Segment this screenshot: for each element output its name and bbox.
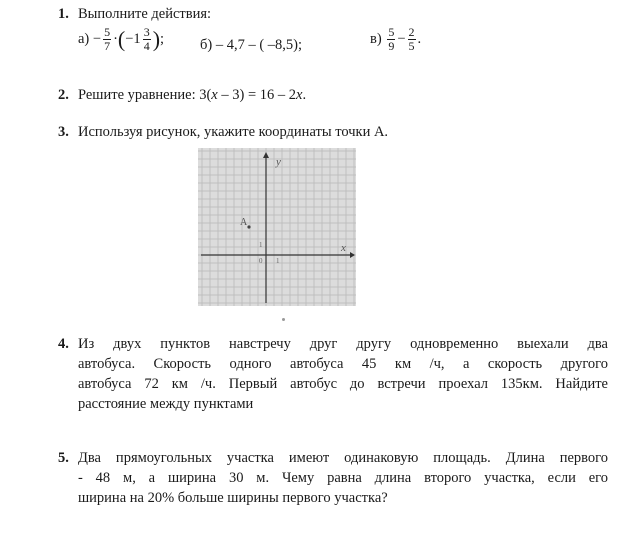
coordinate-grid	[198, 148, 356, 306]
expression: – 4,7 – ( –8,5);	[215, 37, 303, 53]
denominator: 5	[408, 39, 415, 53]
task-number: 3.	[58, 124, 69, 140]
task-number: 1.	[58, 6, 69, 22]
task-3	[58, 122, 618, 142]
item-a	[78, 26, 164, 53]
semicolon: ;	[160, 30, 165, 47]
task-1-items	[78, 26, 498, 66]
open-paren: (	[117, 26, 126, 52]
task-text: Используя рисунок, укажите координаты точки А.	[78, 124, 389, 140]
task-text: Два прямоугольных участка имеют одинаковую площадь. Длина первого	[78, 450, 608, 466]
task-text: Из двух пунктов навстречу друг другу одновременно выехали два	[78, 336, 608, 352]
numerator: 5	[104, 25, 111, 39]
task-1	[58, 4, 618, 66]
minus-sign: −	[397, 30, 406, 47]
denominator: 4	[143, 39, 150, 53]
y-axis-label: y	[276, 156, 281, 168]
fraction	[143, 26, 151, 53]
fraction	[103, 26, 111, 53]
denominator: 7	[104, 39, 111, 53]
task-5-line-3: ширина на 20% больше ширины первого участка?	[78, 490, 388, 506]
item-label: б)	[200, 37, 213, 53]
tick-label-x-1: 1	[276, 257, 280, 265]
equation-part: – 3) = 16 – 2	[217, 87, 296, 103]
variable: x	[296, 87, 303, 103]
task-5	[58, 448, 608, 508]
minus-sign: −	[92, 30, 102, 47]
task-4	[58, 334, 608, 414]
x-axis-label: x	[341, 242, 346, 254]
item-b	[200, 35, 302, 55]
fraction	[387, 26, 395, 53]
fraction	[408, 26, 416, 53]
equation-part: Решите уравнение: 3(	[78, 87, 212, 103]
item-label: в)	[370, 30, 382, 47]
variable: x	[211, 87, 218, 103]
coordinate-grid-figure	[198, 148, 356, 306]
task-number: 5.	[58, 450, 69, 466]
task-text: Выполните действия:	[78, 6, 212, 22]
task-4-line-2: автобуса. Скорость одного автобуса 45 км /ч, а скорость другого	[78, 356, 608, 372]
numerator: 5	[388, 25, 395, 39]
task-number: 2.	[58, 87, 69, 103]
multiply-dot: ·	[113, 30, 118, 47]
task-number: 4.	[58, 336, 69, 352]
close-paren: )	[152, 26, 161, 52]
origin-label: 0	[259, 257, 263, 265]
item-c	[370, 26, 421, 53]
numerator: 3	[143, 25, 150, 39]
task-5-line-1	[58, 448, 608, 468]
task-5-line-2: - 48 м, а ширина 30 м. Чему равна длина второго участка, если его	[78, 470, 608, 486]
equation-part: .	[302, 87, 307, 103]
task-4-line-4: расстояние между пунктами	[78, 396, 254, 412]
denominator: 9	[388, 39, 395, 53]
point-a	[247, 225, 250, 228]
task-2	[58, 85, 618, 105]
numerator: 2	[408, 25, 415, 39]
item-label: а)	[78, 30, 90, 47]
task-4-line-1	[58, 334, 608, 354]
tick-label-y-1: 1	[259, 241, 263, 249]
scan-speck	[282, 318, 285, 321]
period: .	[417, 30, 422, 47]
point-a-label: A	[240, 217, 248, 228]
task-4-line-3: автобуса 72 км /ч. Первый автобус до встречи проехал 135км. Найдите	[78, 376, 608, 392]
mixed-whole: −1	[125, 30, 141, 47]
grid-background	[198, 148, 356, 306]
